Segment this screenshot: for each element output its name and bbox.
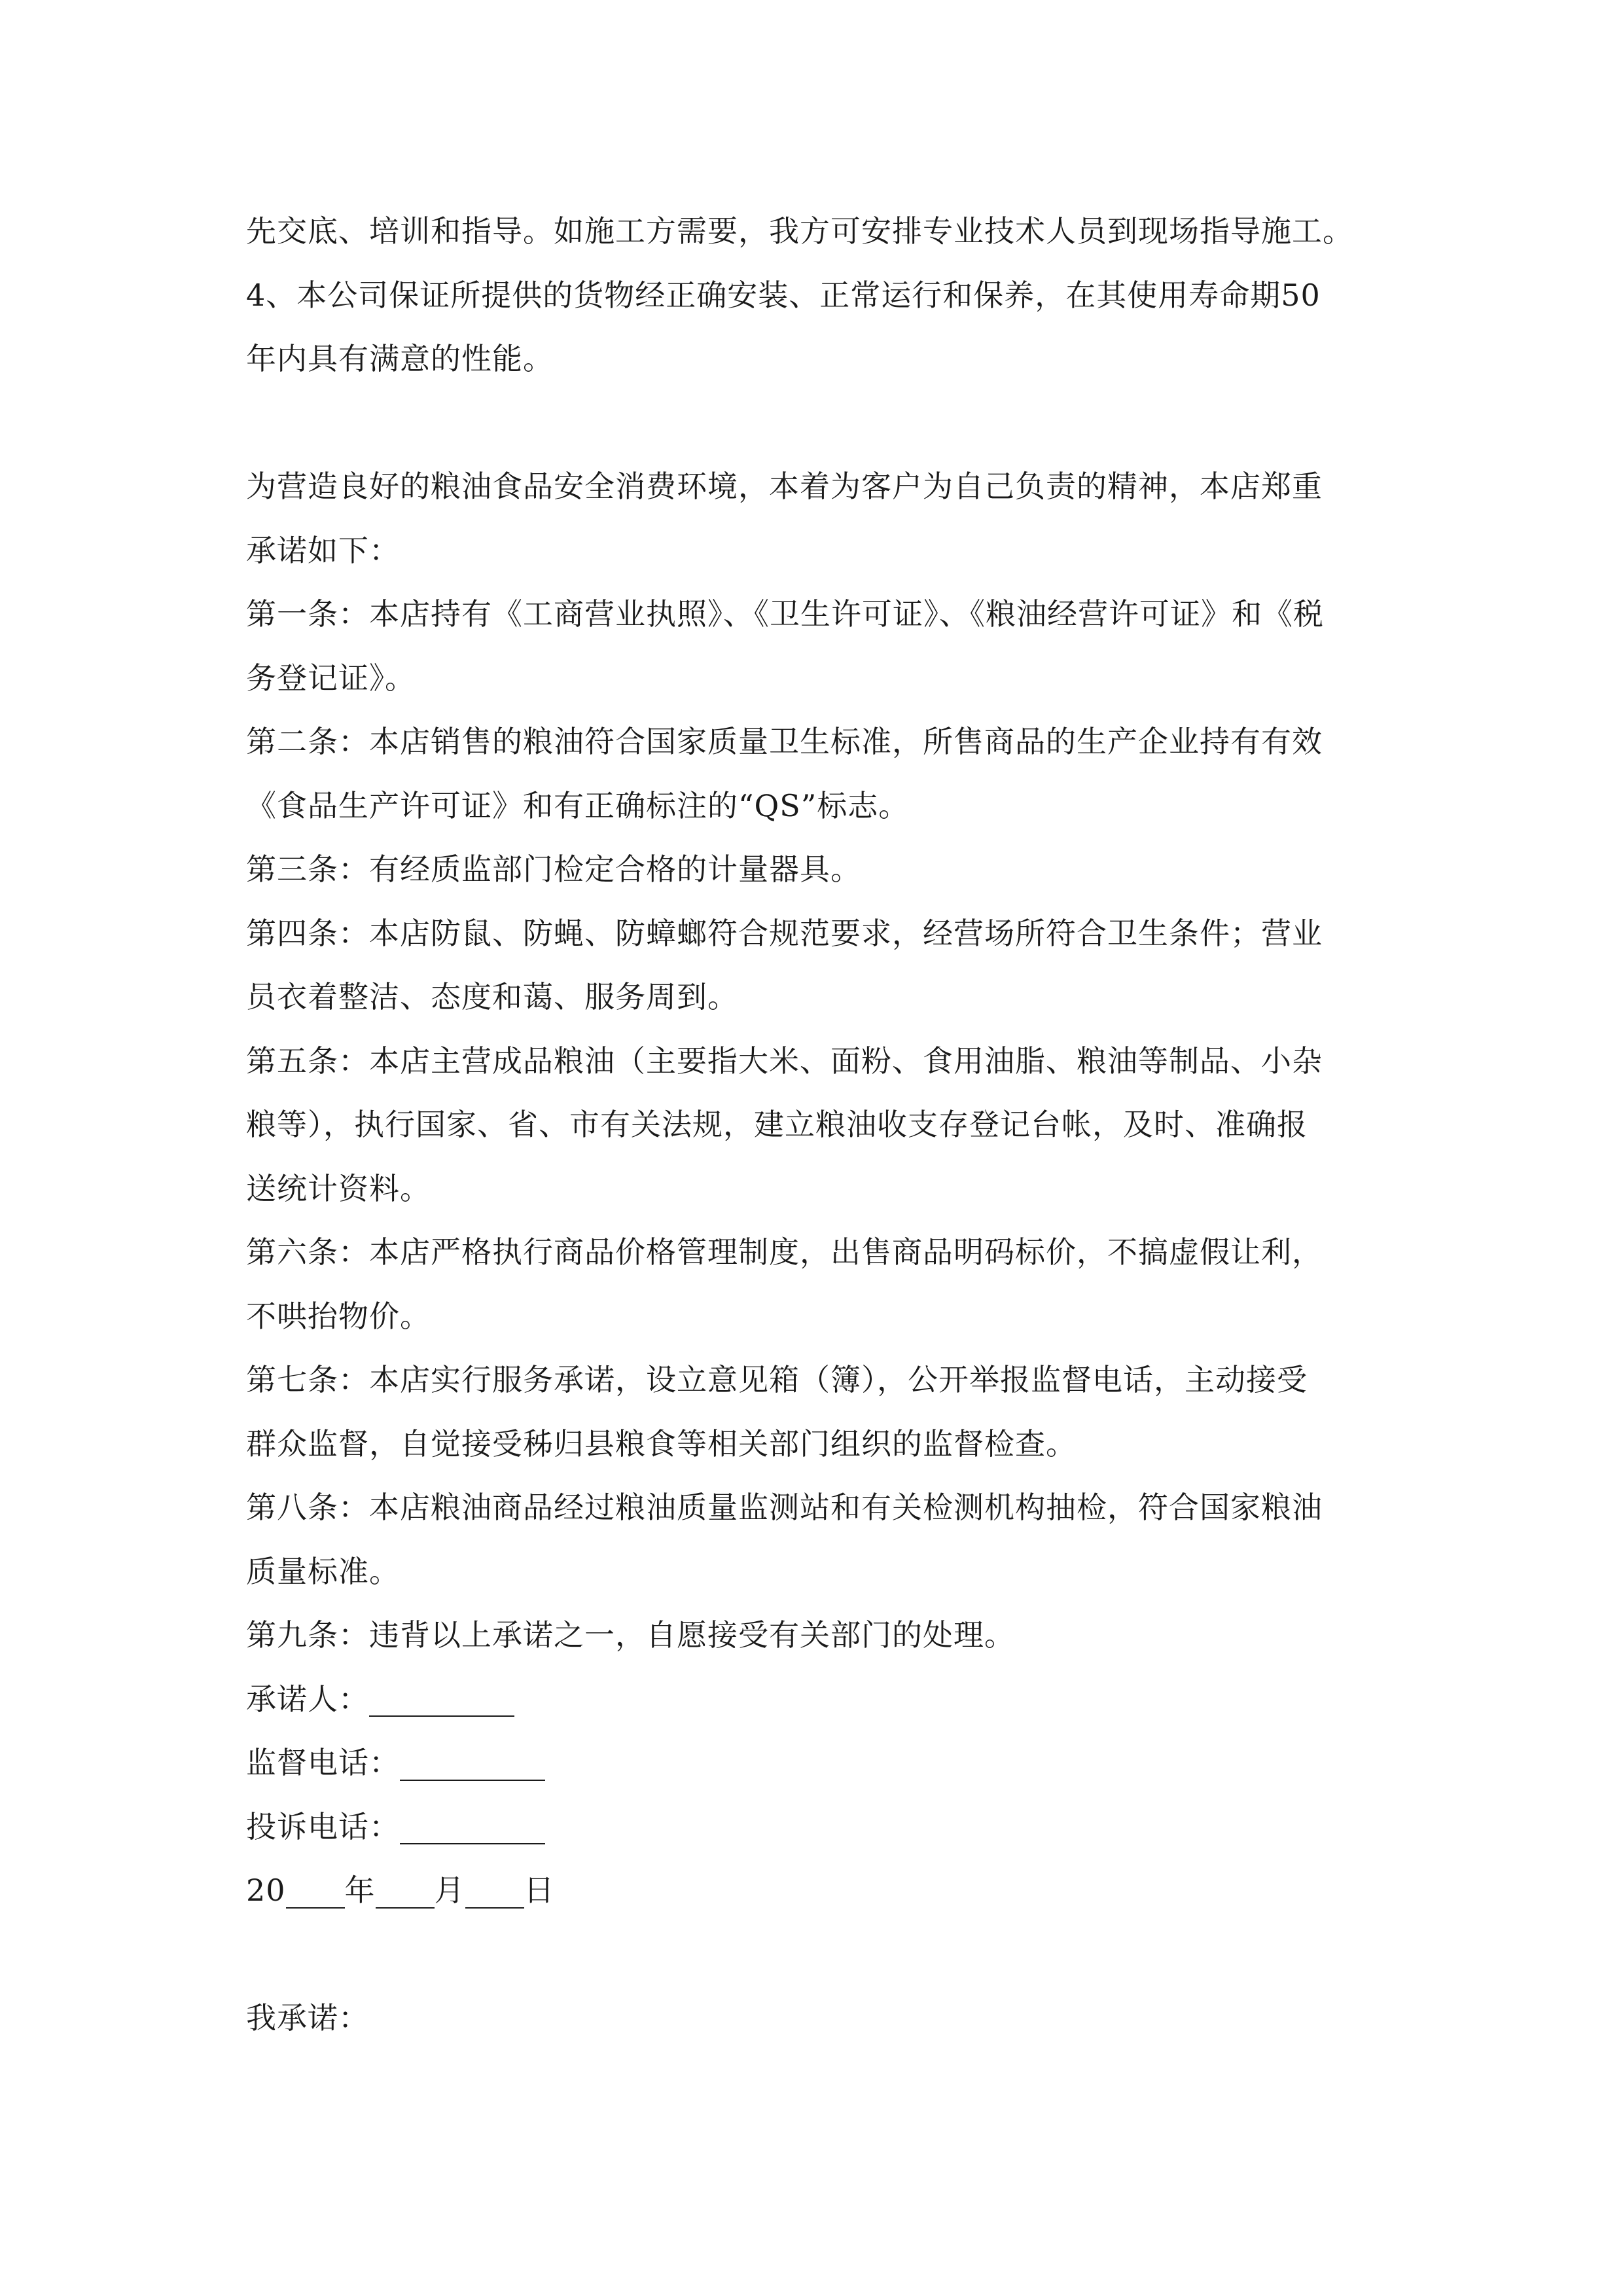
article-7: 第七条：本店实行服务承诺，设立意见箱（簿），公开举报监督电话，主动接受 (246, 1362, 1308, 1397)
intro-line: 承诺如下： (246, 532, 400, 568)
intro-line: 为营造良好的粮油食品安全消费环境，本着为客户为自己负责的精神，本店郑重 (246, 469, 1323, 504)
article-8-cont: 质量标准。 (246, 1553, 400, 1589)
promisor-row (246, 1668, 1411, 1732)
paragraph-gap (246, 391, 1411, 456)
paragraph-line: 年内具有满意的性能。 (246, 341, 554, 376)
article-6-cont: 不哄抬物价。 (246, 1298, 431, 1334)
document-page (246, 200, 1411, 2051)
article-3: 第三条：有经质监部门检定合格的计量器具。 (246, 852, 861, 887)
article-1: 第一条：本店持有《工商营业执照》、《卫生许可证》、《粮油经营许可证》和《税 (246, 596, 1324, 632)
year-blank[interactable] (286, 1869, 345, 1909)
paragraph-line: 先交底、培训和指导。如施工方需要，我方可安排专业技术人员到现场指导施工。 (246, 213, 1353, 249)
year-label: 年 (344, 1873, 376, 1908)
article-9: 第九条：违背以上承诺之一，自愿接受有关部门的处理。 (246, 1617, 1015, 1653)
article-4: 第四条：本店防鼠、防蝇、防蟑螂符合规范要求，经营场所符合卫生条件；营业 (246, 915, 1323, 951)
article-2-cont: 《食品生产许可证》和有正确标注的“QS”标志。 (246, 787, 910, 823)
date-row (246, 1859, 1411, 1923)
article-7-cont: 群众监督，自觉接受秭归县粮食等相关部门组织的监督检查。 (246, 1426, 1077, 1462)
article-8: 第八条：本店粮油商品经过粮油质量监测站和有关检测机构抽检，符合国家粮油 (246, 1490, 1323, 1525)
supervise-phone-blank[interactable] (400, 1742, 545, 1781)
complaint-phone-row (246, 1795, 1411, 1859)
promisor-label: 承诺人： (246, 1681, 369, 1717)
my-promise-heading: 我承诺： (246, 2000, 369, 2036)
promisor-blank[interactable] (369, 1677, 514, 1717)
article-2: 第二条：本店销售的粮油符合国家质量卫生标准，所售商品的生产企业持有有效 (246, 724, 1323, 759)
day-label: 日 (524, 1873, 555, 1908)
article-4-cont: 员衣着整洁、态度和蔼、服务周到。 (246, 979, 738, 1014)
day-blank[interactable] (465, 1869, 524, 1909)
month-blank[interactable] (376, 1869, 435, 1909)
article-6: 第六条：本店严格执行商品价格管理制度，出售商品明码标价，不搞虚假让利， (246, 1234, 1323, 1270)
supervise-phone-label: 监督电话： (246, 1745, 400, 1780)
month-label: 月 (434, 1873, 465, 1908)
article-5-cont: 粮等），执行国家、省、市有关法规，建立粮油收支存登记台帐，及时、准确报 (246, 1107, 1308, 1142)
supervise-phone-row (246, 1731, 1411, 1795)
article-1-cont: 务登记证》。 (246, 660, 416, 696)
complaint-phone-blank[interactable] (400, 1805, 545, 1844)
complaint-phone-label: 投诉电话： (246, 1808, 400, 1844)
article-5-cont: 送统计资料。 (246, 1170, 431, 1206)
date-prefix: 20 (246, 1873, 286, 1908)
article-5: 第五条：本店主营成品粮油（主要指大米、面粉、食用油脂、粮油等制品、小杂 (246, 1043, 1323, 1079)
paragraph-line: 4、本公司保证所提供的货物经正确安装、正常运行和保养，在其使用寿命期50 (246, 277, 1321, 313)
paragraph-gap (246, 1923, 1411, 1987)
